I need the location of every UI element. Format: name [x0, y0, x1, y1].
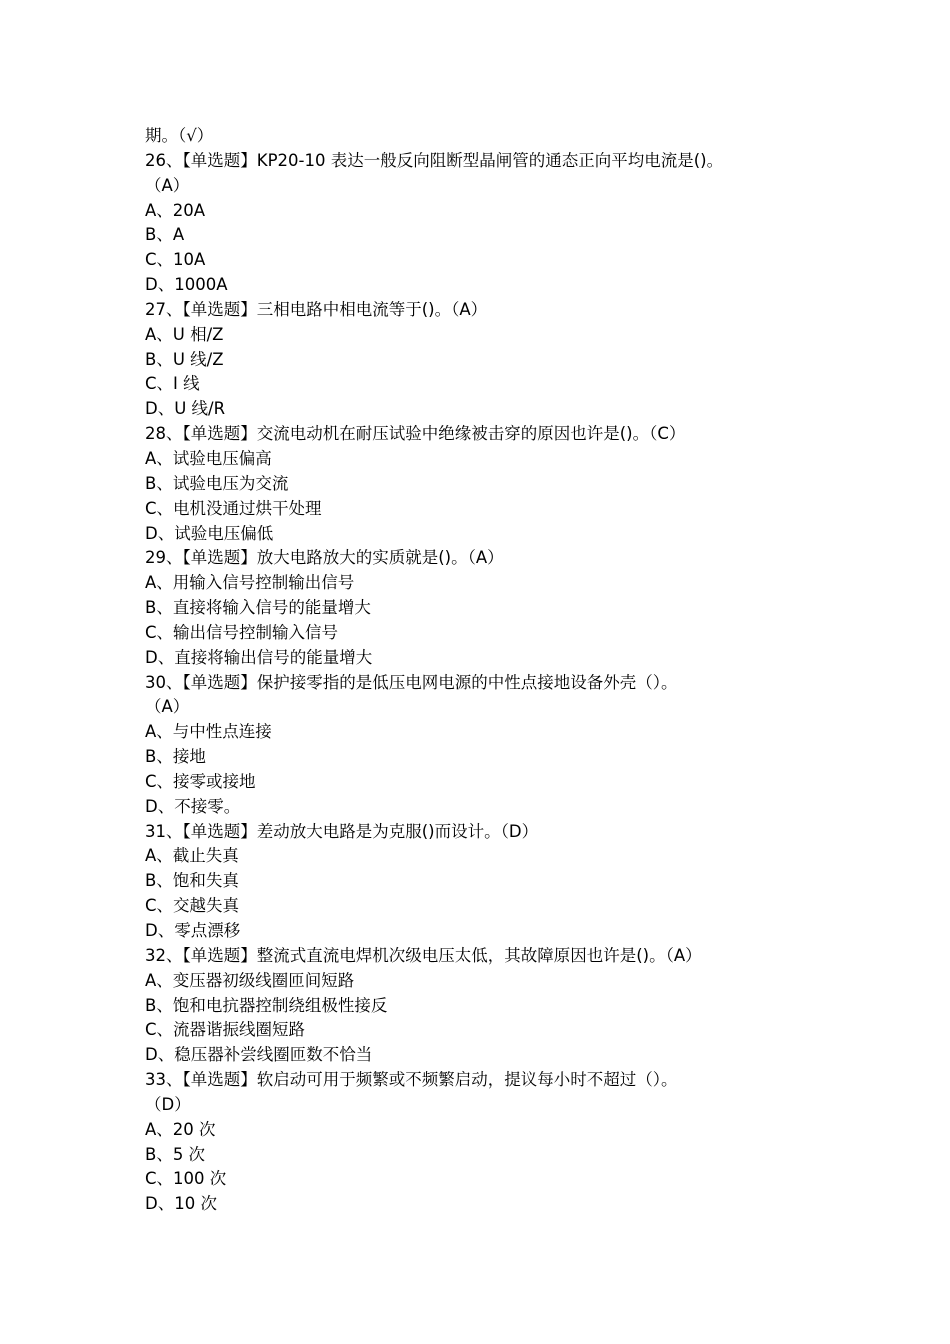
question-31-option-b: B、饱和失真: [145, 871, 239, 891]
question-30-option-b: B、接地: [145, 747, 206, 767]
question-27-option-c: C、I 线: [145, 374, 200, 394]
question-26-stem: 26、【单选题】KP20-10 表达一般反向阻断型晶闸管的通态正向平均电流是()。: [145, 150, 724, 170]
question-30-option-a: A、与中性点连接: [145, 722, 272, 742]
question-33-option-c: C、100 次: [145, 1169, 227, 1189]
question-32-option-d: D、稳压器补尝线圈匝数不恰当: [145, 1045, 373, 1065]
question-30-stem: 30、【单选题】保护接零指的是低压电网电源的中性点接地设备外壳（）。: [145, 672, 678, 692]
question-33-option-d: D、10 次: [145, 1194, 217, 1214]
question-28-option-a: A、试验电压偏高: [145, 448, 272, 468]
question-28-option-c: C、电机没通过烘干处理: [145, 498, 322, 518]
question-27-option-d: D、U 线/R: [145, 399, 226, 419]
question-29-option-d: D、直接将输出信号的能量增大: [145, 647, 373, 667]
question-26-answer: （A）: [145, 175, 190, 195]
question-28-option-d: D、试验电压偏低: [145, 523, 274, 543]
question-33-answer: （D）: [145, 1094, 191, 1114]
question-26-option-c: C、10A: [145, 250, 206, 270]
question-27-stem: 27、【单选题】三相电路中相电流等于()。（A）: [145, 299, 488, 319]
question-31-option-c: C、交越失真: [145, 896, 240, 916]
question-32-option-a: A、变压器初级线圈匝间短路: [145, 970, 355, 990]
question-27-option-b: B、U 线/Z: [145, 349, 224, 369]
question-33-stem: 33、【单选题】软启动可用于频繁或不频繁启动，提议每小时不超过（）。: [145, 1070, 678, 1090]
question-27-option-a: A、U 相/Z: [145, 324, 224, 344]
document-page: [145, 124, 810, 1217]
question-31-option-d: D、零点漂移: [145, 921, 241, 940]
question-30-answer: （A）: [145, 697, 190, 717]
question-29-option-c: C、输出信号控制输入信号: [145, 622, 339, 642]
question-31-stem: 31、【单选题】差动放大电路是为克服()而设计。（D）: [145, 821, 539, 841]
question-32-option-b: B、饱和电抗器控制绕组极性接反: [145, 995, 388, 1015]
text-line: 期。（√）: [145, 126, 214, 145]
question-26-option-b: B、A: [145, 225, 185, 245]
question-33-option-a: A、20 次: [145, 1119, 216, 1139]
question-26-option-d: D、1000A: [145, 275, 228, 295]
question-31-option-a: A、截止失真: [145, 846, 239, 866]
question-28-option-b: B、试验电压为交流: [145, 473, 289, 493]
question-33-option-b: B、5 次: [145, 1144, 206, 1164]
question-32-stem: 32、【单选题】整流式直流电焊机次级电压太低，其故障原因也许是()。（A）: [145, 945, 702, 965]
question-32-option-c: C、流器谐振线圈短路: [145, 1020, 306, 1040]
question-30-option-c: C、接零或接地: [145, 771, 256, 791]
question-28-stem: 28、【单选题】交流电动机在耐压试验中绝缘被击穿的原因也许是()。（C）: [145, 424, 686, 444]
question-29-option-a: A、用输入信号控制输出信号: [145, 573, 355, 593]
question-29-stem: 29、【单选题】放大电路放大的实质就是()。（A）: [145, 548, 504, 568]
question-26-option-a: A、20A: [145, 200, 206, 220]
question-30-option-d: D、不接零。: [145, 796, 241, 816]
question-29-option-b: B、直接将输入信号的能量增大: [145, 598, 371, 618]
